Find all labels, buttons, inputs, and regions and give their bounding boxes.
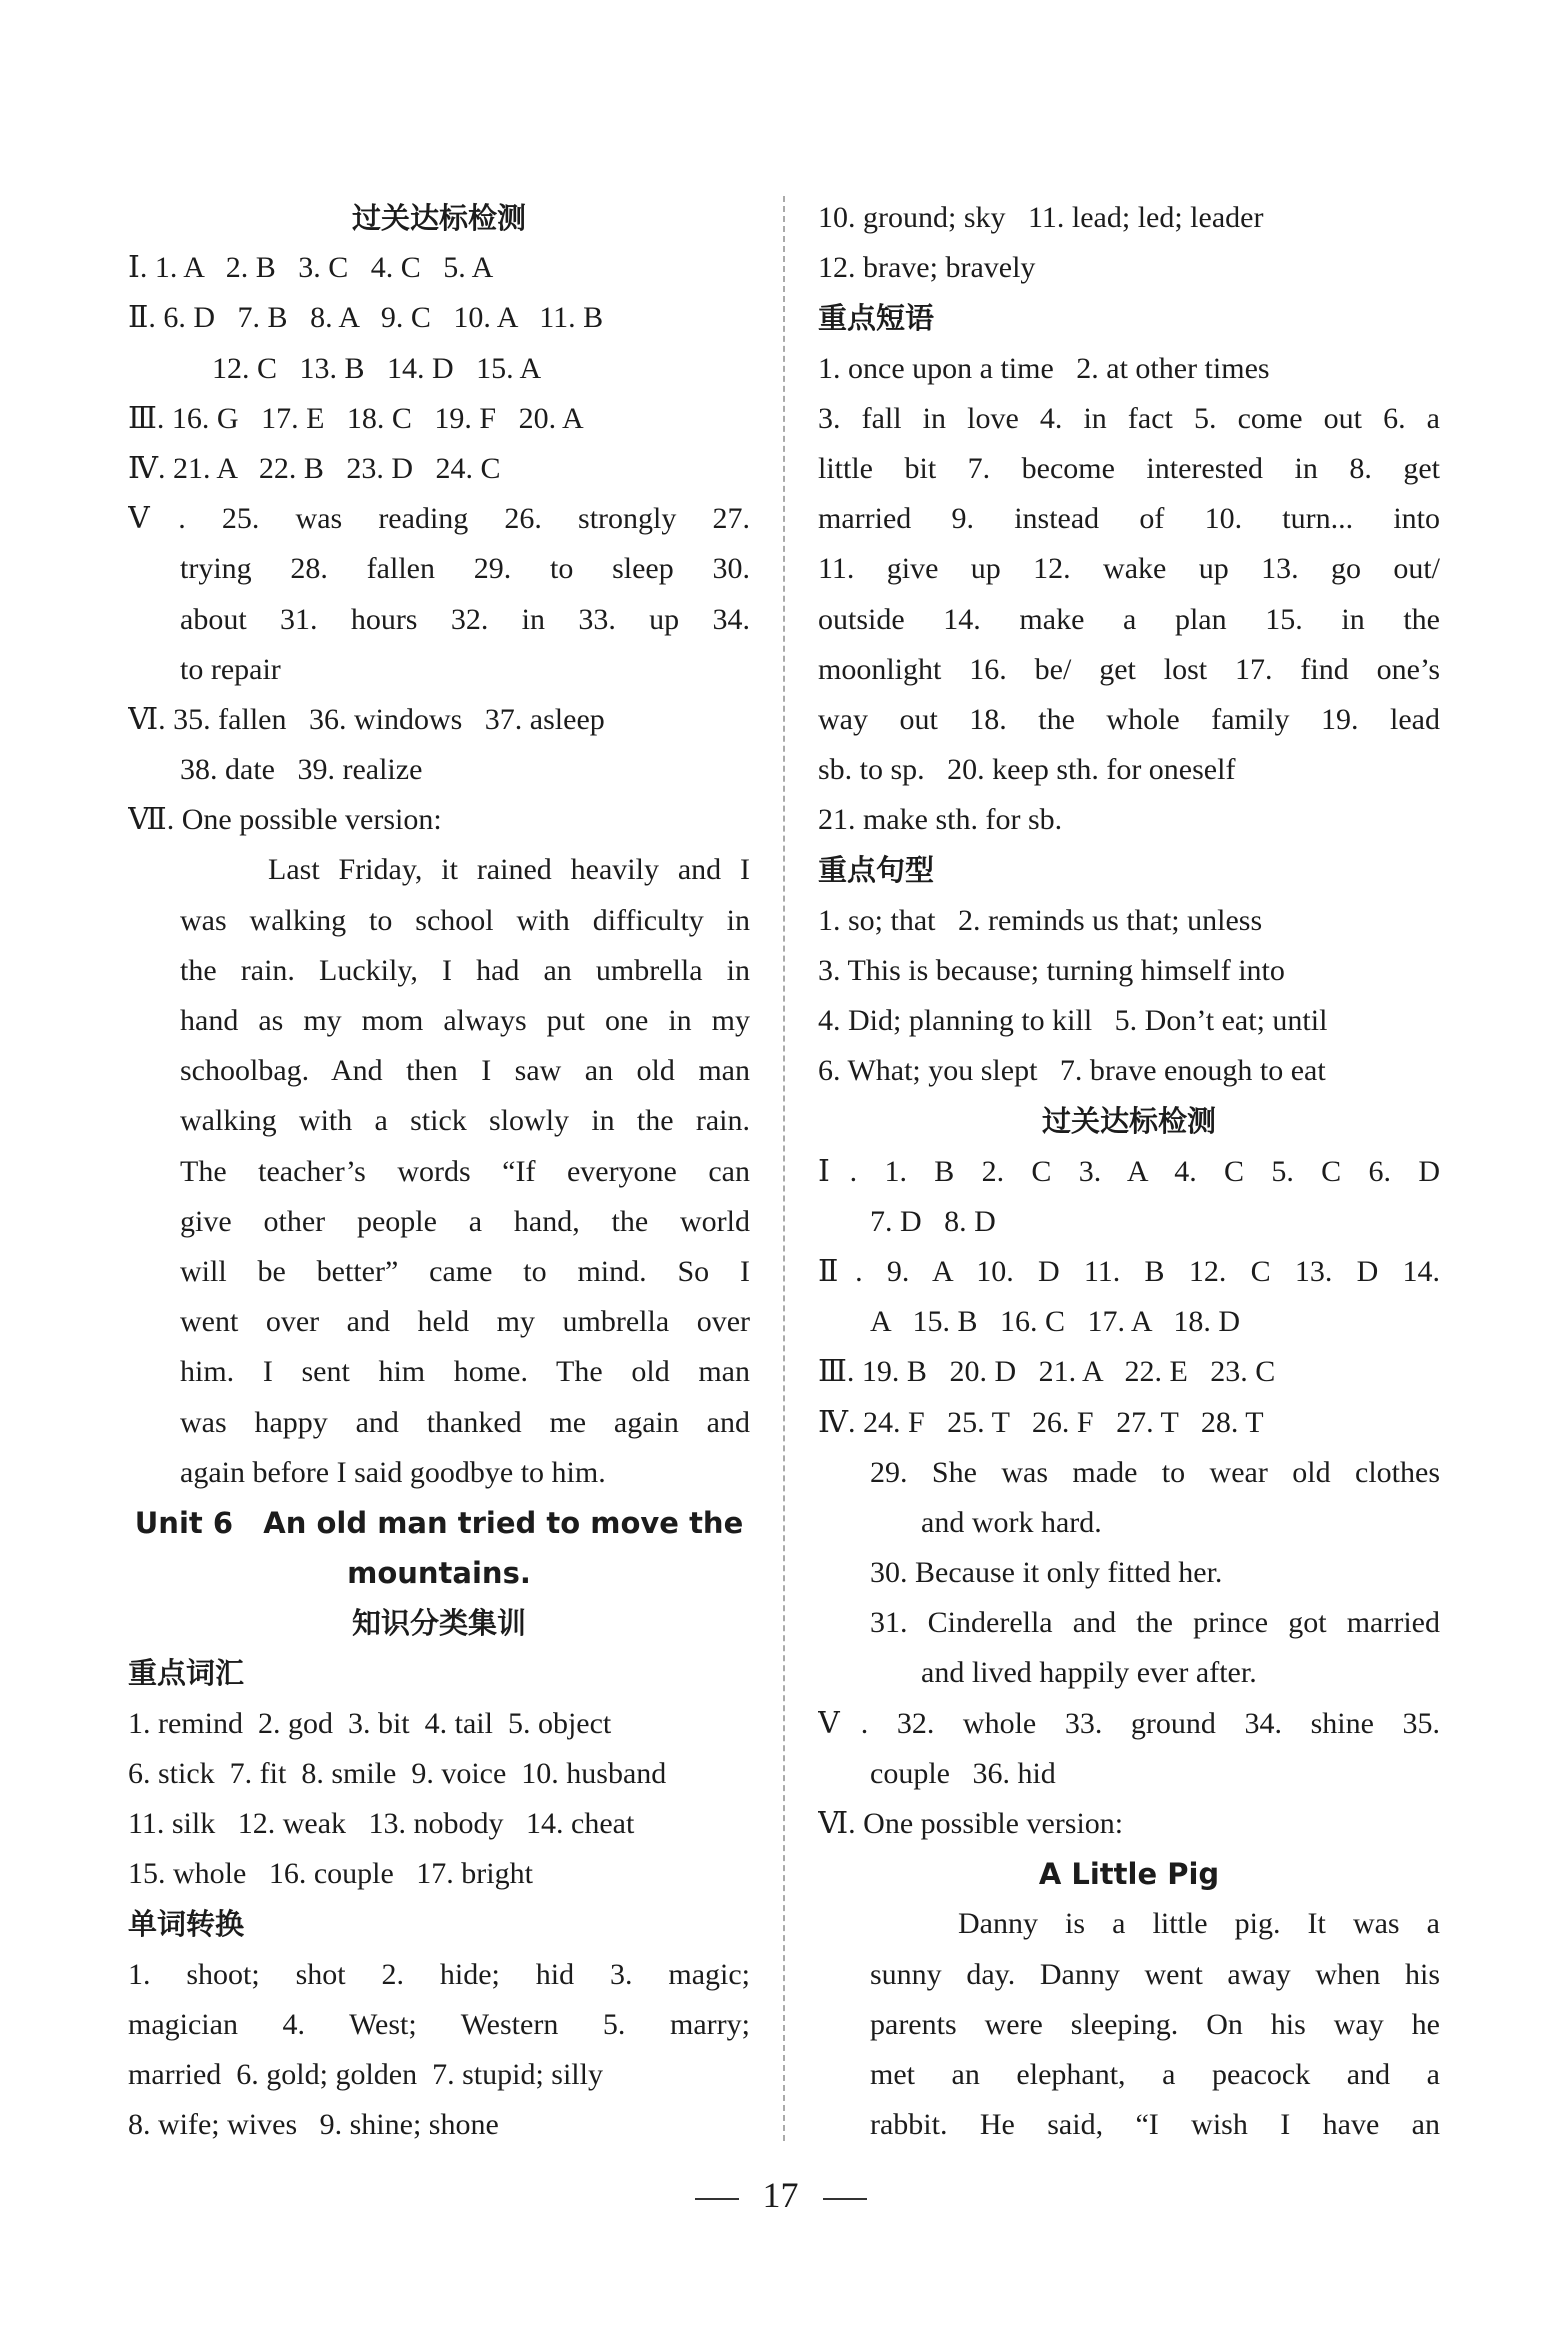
- left-line: again before I said goodbye to him.: [180, 1455, 606, 1489]
- right-line: parents were sleeping. On his way he: [870, 2007, 1440, 2041]
- left-line: 6. stick 7. fit 8. smile 9. voice 10. husband: [128, 1756, 667, 1790]
- left-line: Ⅶ. One possible version:: [128, 803, 442, 837]
- right-line: 30. Because it only fitted her.: [870, 1556, 1223, 1590]
- right-line: and lived happily ever after.: [921, 1656, 1257, 1690]
- right-line: Ⅲ. 19. B 20. D 21. A 22. E 23. C: [818, 1355, 1276, 1389]
- right-line: Danny is a little pig. It was a: [958, 1907, 1440, 1941]
- right-line: 29. She was made to wear old clothes: [870, 1455, 1440, 1489]
- left-line: 1. remind 2. god 3. bit 4. tail 5. object: [128, 1706, 612, 1740]
- left-line: 重点词汇: [128, 1656, 245, 1691]
- left-line: Ⅴ. 25. was reading 26. strongly 27.: [128, 502, 750, 536]
- left-line: 15. whole 16. couple 17. bright: [128, 1857, 533, 1891]
- left-line: 38. date 39. realize: [180, 753, 423, 787]
- right-line: A Little Pig: [1038, 1857, 1220, 1892]
- left-line: Unit 6 An old man tried to move the: [134, 1505, 744, 1540]
- right-line: 重点短语: [818, 301, 935, 336]
- right-line: 重点句型: [818, 853, 935, 888]
- left-line: 12. C 13. B 14. D 15. A: [212, 351, 542, 385]
- right-line: sb. to sp. 20. keep sth. for oneself: [818, 753, 1236, 787]
- right-line: 11. give up 12. wake up 13. go out/: [818, 552, 1440, 586]
- right-line: little bit 7. become interested in 8. get: [818, 451, 1440, 485]
- right-line: 21. make sth. for sb.: [818, 803, 1063, 837]
- left-line: 1. shoot; shot 2. hide; hid 3. magic;: [128, 1957, 750, 1991]
- left-column: [128, 193, 750, 2150]
- right-line: 1. so; that 2. reminds us that; unless: [818, 903, 1263, 937]
- right-line: 4. Did; planning to kill 5. Don’t eat; until: [818, 1004, 1328, 1037]
- left-line: went over and held my umbrella over: [180, 1305, 750, 1339]
- left-line: Ⅵ. 35. fallen 36. windows 37. asleep: [128, 702, 605, 736]
- left-line: schoolbag. And then I saw an old man: [180, 1054, 750, 1088]
- left-line: hand as my mom always put one in my: [180, 1004, 750, 1037]
- left-line: was happy and thanked me again and: [180, 1405, 750, 1439]
- left-line: Ⅳ. 21. A 22. B 23. D 24. C: [128, 451, 501, 485]
- left-line: him. I sent him home. The old man: [180, 1355, 750, 1389]
- right-line: Ⅳ. 24. F 25. T 26. F 27. T 28. T: [818, 1405, 1264, 1439]
- right-line: married 9. instead of 10. turn... into: [818, 502, 1440, 536]
- right-line: Ⅰ. 1. B 2. C 3. A 4. C 5. C 6. D: [818, 1154, 1440, 1188]
- left-line: The teacher’s words “If everyone can: [180, 1154, 750, 1188]
- right-line: outside 14. make a plan 15. in the: [818, 602, 1440, 636]
- right-line: couple 36. hid: [870, 1756, 1056, 1790]
- left-line: mountains.: [347, 1556, 531, 1591]
- right-line: rabbit. He said, “I wish I have an: [870, 2108, 1440, 2142]
- dash-left: [695, 2198, 739, 2200]
- left-line: 过关达标检测: [351, 201, 526, 235]
- left-line: 知识分类集训: [351, 1606, 526, 1641]
- left-line: 8. wife; wives 9. shine; shone: [128, 2108, 499, 2142]
- right-line: Ⅱ. 9. A 10. D 11. B 12. C 13. D 14.: [818, 1254, 1440, 1288]
- left-line: will be better” came to mind. So I: [180, 1254, 750, 1288]
- left-line: 11. silk 12. weak 13. nobody 14. cheat: [128, 1807, 635, 1840]
- left-line: was walking to school with difficulty in: [180, 903, 750, 937]
- right-line: Ⅵ. One possible version:: [818, 1807, 1124, 1840]
- right-line: 1. once upon a time 2. at other times: [818, 351, 1270, 385]
- right-line: and work hard.: [921, 1505, 1102, 1539]
- column-divider: [783, 196, 785, 2141]
- right-line: 3. fall in love 4. in fact 5. come out 6. a: [818, 401, 1440, 435]
- right-line: way out 18. the whole family 19. lead: [818, 702, 1440, 736]
- left-line: magician 4. West; Western 5. marry;: [128, 2007, 750, 2041]
- right-line: 6. What; you slept 7. brave enough to eat: [818, 1054, 1326, 1088]
- right-line: 31. Cinderella and the prince got married: [870, 1606, 1440, 1640]
- right-line: moonlight 16. be/ get lost 17. find one’s: [818, 652, 1440, 686]
- right-column: [818, 193, 1440, 2150]
- right-line: 7. D 8. D: [870, 1204, 996, 1238]
- left-line: walking with a stick slowly in the rain.: [180, 1104, 750, 1138]
- left-line: trying 28. fallen 29. to sleep 30.: [180, 552, 750, 586]
- left-line: to repair: [180, 652, 281, 686]
- left-line: about 31. hours 32. in 33. up 34.: [180, 602, 750, 636]
- right-line: Ⅴ. 32. whole 33. ground 34. shine 35.: [818, 1706, 1440, 1740]
- right-line: 10. ground; sky 11. lead; led; leader: [818, 201, 1264, 234]
- left-line: the rain. Luckily, I had an umbrella in: [180, 953, 750, 987]
- left-line: married 6. gold; golden 7. stupid; silly: [128, 2057, 603, 2091]
- left-line: 单词转换: [128, 1907, 245, 1942]
- right-line: 过关达标检测: [1041, 1104, 1216, 1139]
- right-line: sunny day. Danny went away when his: [870, 1957, 1440, 1991]
- left-line: Last Friday, it rained heavily and I: [268, 853, 750, 887]
- left-line: give other people a hand, the world: [180, 1204, 750, 1238]
- right-line: 12. brave; bravely: [818, 251, 1036, 285]
- left-line: Ⅲ. 16. G 17. E 18. C 19. F 20. A: [128, 401, 584, 435]
- dash-right: [823, 2198, 867, 2200]
- right-line: met an elephant, a peacock and a: [870, 2057, 1440, 2091]
- right-line: 3. This is because; turning himself into: [818, 953, 1285, 987]
- page-number-footer: [0, 2170, 1561, 2220]
- right-line: A 15. B 16. C 17. A 18. D: [870, 1305, 1241, 1339]
- left-line: Ⅱ. 6. D 7. B 8. A 9. C 10. A 11. B: [128, 301, 604, 335]
- page-number: 17: [762, 2175, 799, 2215]
- left-line: Ⅰ. 1. A 2. B 3. C 4. C 5. A: [128, 251, 494, 285]
